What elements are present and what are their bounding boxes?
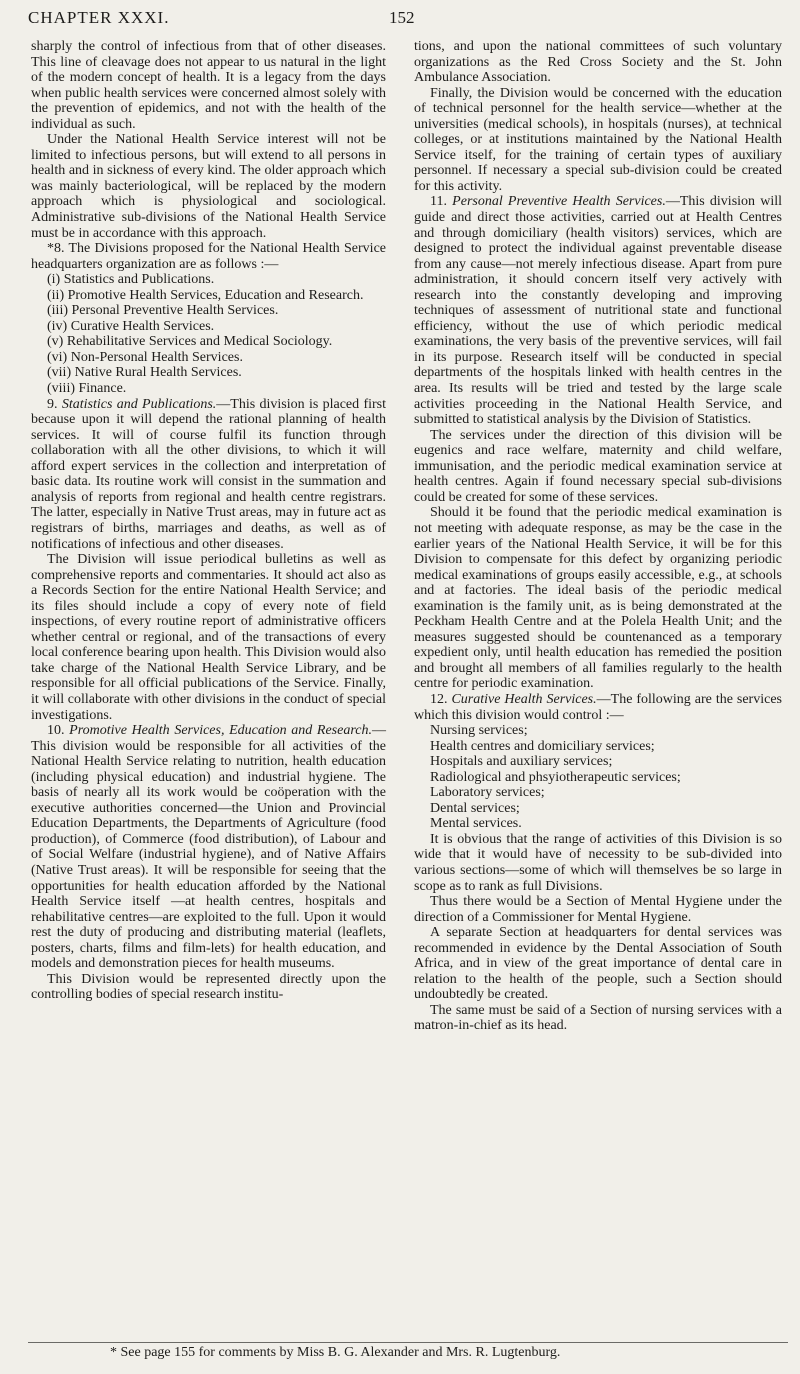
list-item: Nursing services; [430,723,528,739]
paragraph: tions, and upon the national committees of such voluntary organizations as the Red Cross Society and the St. John Ambulance Association. [414,39,782,86]
list-item: (i) Statistics and Publications. [47,272,215,288]
left-column [31,39,386,1003]
services-list [414,723,782,832]
section-number: 11. [430,194,447,210]
paragraph: Under the National Health Service interest will not be limited to infectious persons, but will extend to all persons in health and in sickness of every kind. The older approach which was mainly bacteriological, will be replaced by the modern approach which is physiological and sociological. Administrative sub-divisions of the National Health Service must be in accordance with this approach. [31,132,386,241]
list-item: Laboratory services; [430,785,545,801]
paragraph: This Division would be represented directly upon the controlling bodies of special research institu- [31,971,386,1003]
list-item: (ii) Promotive Health Services, Education and Research. [47,287,364,303]
page-number: 152 [389,8,415,27]
section-title: Curative Health Services. [451,691,597,707]
section-11 [414,194,782,427]
list-item: Health centres and domiciliary services; [430,738,655,754]
footnote-divider [28,1342,788,1343]
divisions-list [31,272,386,396]
section-number: 12. [430,691,448,707]
paragraph: *8. The Divisions proposed for the National Health Service headquarters organization are as follows :— [31,241,386,272]
list-item: (iv) Curative Health Services. [47,318,215,334]
list-item: Hospitals and auxiliary services; [430,754,613,770]
chapter-heading: CHAPTER XXXI. [28,8,170,27]
section-text: —This division would be responsible for all activities of the National Health Service relating to nutrition, health education (including physical education) and industrial hygiene. The basis of nearly all its work would be coöperation with the executive authorities concerned—the Union and Provincial Education Departments, the Departments of Agriculture (food production), of Commerce (food distribution), of Labour and of Social Welfare (industrial hygiene), and of Native Affairs (Native Trust areas). It will be responsible for seeing that the opportunities for health education afforded by the National Health Service itself —at health centres, hospitals and rehabilitative centres—are exploited to the full. Upon it would rest the duty of producing and distributing material (leaflets, posters, charts, films and film-lets) for health education, and models and demonstration pieces for health museums. [31,723,386,972]
paragraph: The Division will issue periodical bulletins as well as comprehensive reports and commentaries. It should act also as a Records Section for the entire National Health Service; and its files should include a copy of every note of field inspections, of every routine report of administrative officers whether central or regional, and of the transactions of every local conference bearing upon health. This Division would also take charge of the National Health Service Library, and be responsible for all official publications of the Service. Finally, it will collaborate with other divisions in the conduct of special investigations. [31,552,386,723]
section-text: —This division will guide and direct those activities, carried out at Health Centres and through domiciliary (health visitors) services, which are designed to protect the individual against preventable disease from any cause—not merely infectious disease. Apart from pure administration, it should concern itself very actively with research into the constantly developing and improving techniques of assessment of nutritional state and functional efficiency, without the use of which periodic medical examinations, the very basis of the preventive services, will fail in its purpose. Research itself will be conducted in special departments of the hospitals linked with health centres in the area. Its results will be tried and tested by the large scale activities proceeding in the National Health Service, and submitted to statistical analysis by the Division of Statistics. [414,194,782,428]
paragraph: The same must be said of a Section of nursing services with a matron-in-chief as its head. [414,1002,782,1034]
right-column [414,39,782,1034]
list-item: (vii) Native Rural Health Services. [47,365,242,381]
paragraph: Should it be found that the periodic medical examination is not meeting with adequate response, as may be the case in the earlier years of the National Health Service, it will be for this Division to compensate for this defect by organizing periodic medical examinations of groups easily accessible, e.g., at schools and at factories. The ideal basis of the periodic medical examination is the family unit, as is being demonstrated at the Peckham Health Centre and at the Polela Health Unit; and the measures suggested should be countenanced as a temporary expedient only, until health education has remedied the position and brought all members of all families regularly to the health centre for periodic examination. [414,505,782,692]
section-title: Statistics and Publications. [61,396,217,412]
section-text: —This division is placed first because upon it will depend the rational planning of health services. It will of course fulfil its function through collaboration with all the other divisions, to which it will afford expert services in the collection and interpretation of basic data. Its routine work will consist in the summation and analysis of reports from regional and health centre registrars. The latter, especially in Native Trust areas, may in future act as registrars of births, marriages and deaths, as well as of notifications of infectious and other diseases. [31,396,386,552]
paragraph: Thus there would be a Section of Mental Hygiene under the direction of a Commissioner for Mental Hygiene. [414,894,782,925]
paragraph: sharply the control of infectious from that of other diseases. This line of cleavage does not appear to us natural in the light of the modern concept of health. It is a legacy from the days when public health services were concerned almost solely with the prevention of epidemics, and not with the health of the individual as such. [31,39,386,132]
footnote: * See page 155 for comments by Miss B. G. Alexander and Mrs. R. Lugtenburg. [110,1345,561,1360]
list-item: (viii) Finance. [47,381,127,397]
list-item: (v) Rehabilitative Services and Medical Sociology. [47,334,333,350]
section-9 [31,397,386,552]
section-title: Promotive Health Services, Education and Research. [69,723,372,739]
list-item: (vi) Non-Personal Health Services. [47,349,243,365]
section-10 [31,723,386,972]
section-number: 9. [47,396,58,412]
section-title: Personal Preventive Health Services. [452,194,666,210]
list-item: Radiological and phsyiotherapeutic services; [430,769,681,785]
paragraph: It is obvious that the range of activities of this Division is so wide that it would have of necessity to be sub-divided into various sections—some of which will themselves be so large in scope as to rank as full Divisions. [414,831,782,894]
list-item: Mental services. [430,816,522,832]
section-12 [414,692,782,723]
paragraph: A separate Section at headquarters for dental services was recommended in evidence by the Dental Association of South Africa, and in view of the great importance of dental care in relation to the health of the people, such a Section should undoubtedly be created. [414,925,782,1003]
list-item: (iii) Personal Preventive Health Services. [47,303,279,319]
list-item: Dental services; [430,800,520,816]
paragraph: The services under the direction of this division will be eugenics and race welfare, maternity and child welfare, immunisation, and the periodic medical examination service at health centres. Again if found necessary special sub-divisions could be created for some of these services. [414,427,782,505]
section-number: 10. [47,723,65,739]
paragraph: Finally, the Division would be concerned with the education of technical personnel for the health service—whether at the universities (medical schools), in hospitals (nurses), at technical colleges, or at institutions maintained by the National Health Service itself, for the training of certain types of auxiliary personnel. If necessary a special sub-division could be created for this activity. [414,85,782,194]
section-text: —The following are the services which this division would control :— [414,691,782,723]
